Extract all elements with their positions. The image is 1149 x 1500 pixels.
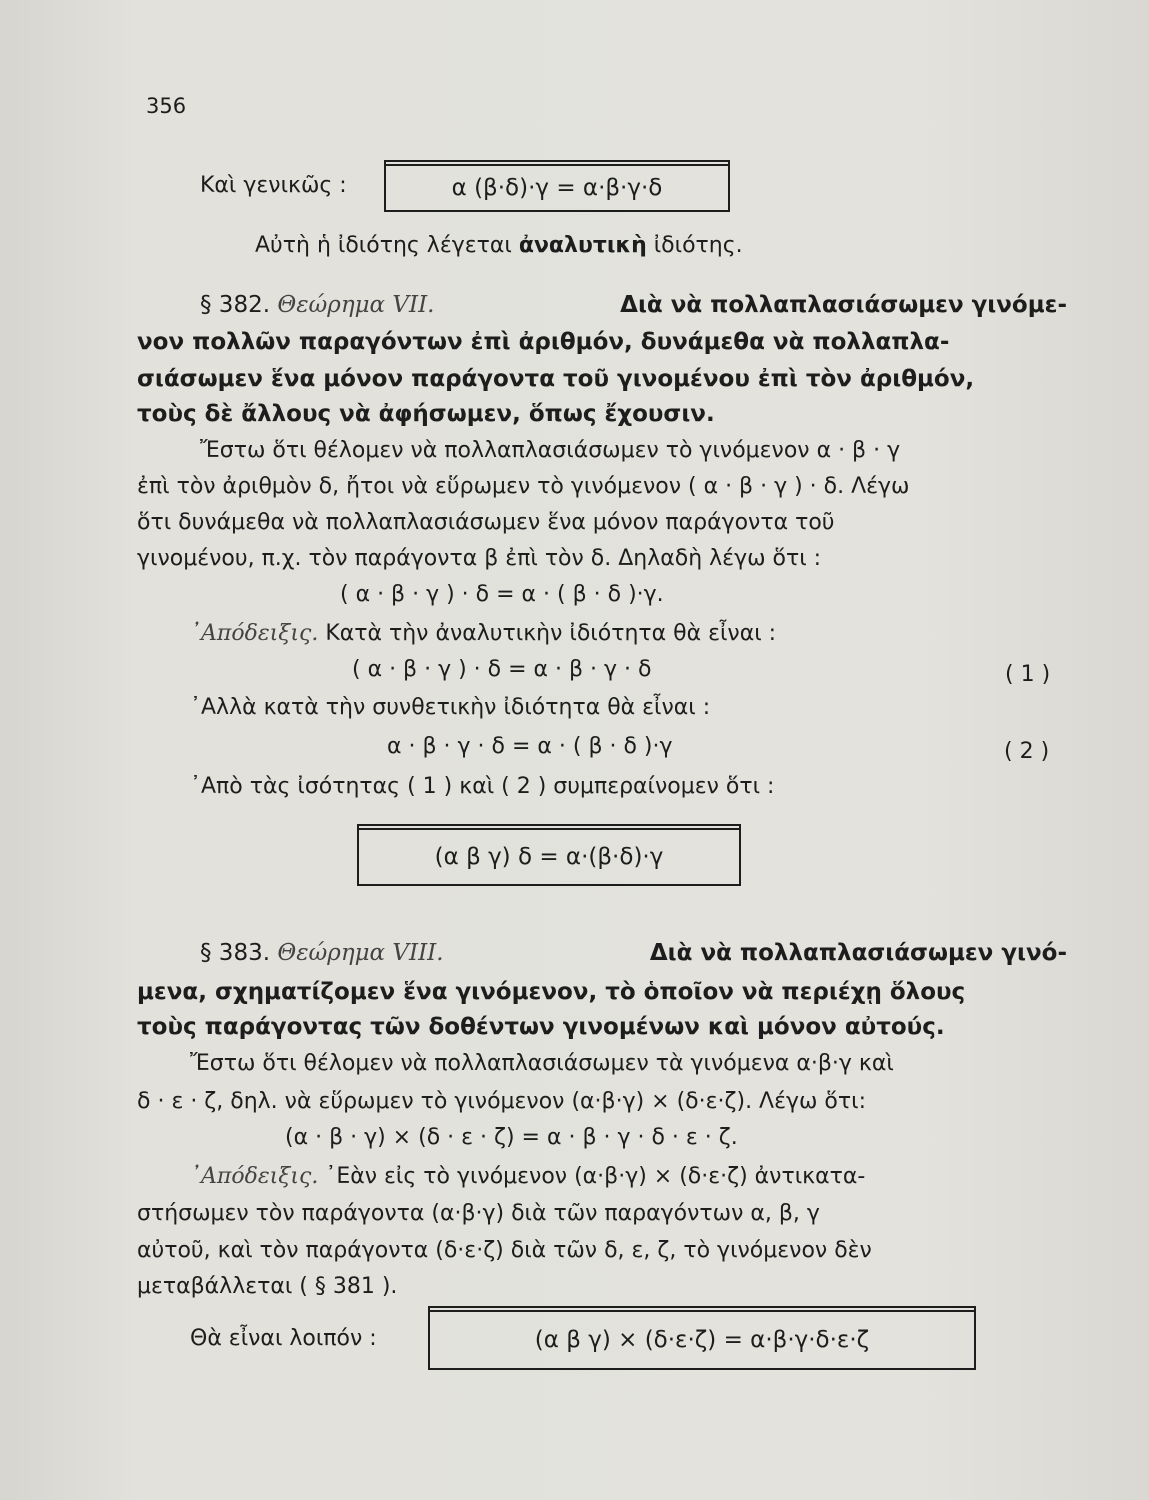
theorem-383-heading-2: μενα, σχηματίζομεν ἕνα γινόμενον, τὸ ὁποῖον νὰ περιέχῃ ὅλους (137, 979, 966, 1005)
theorem-383-line-2 (137, 977, 1067, 1007)
s383-para-2: δ · ε · ζ, δηλ. νὰ εὕρωμεν τὸ γινόμενον (α·β·γ) × (δ·ε·ζ). Λέγω ὅτι: (137, 1089, 866, 1114)
theorem-383-label: Θεώρημα VIII. (277, 940, 444, 966)
s382-para-4: γινομένου, π.χ. τὸν παράγοντα β ἐπὶ τὸν δ. Δηλαδὴ λέγω ὅτι : (137, 546, 822, 571)
theorem-382-heading-2: νον πολλῶν παραγόντων ἐπὶ ἀριθμόν, δυνάμεθα νὰ πολλαπλα- (137, 329, 950, 355)
s382-equation-0: ( α · β · γ ) · δ = α · ( β · δ )·γ. (340, 582, 664, 607)
theorem-382-line-1 (200, 290, 1067, 320)
s383-proof-text-4: μεταβάλλεται ( § 381 ). (137, 1274, 398, 1299)
s383-proof-text-2: στήσωμεν τὸν παράγοντα (α·β·γ) διὰ τῶν παραγόντων α, β, γ (137, 1201, 820, 1226)
formula-box-382: (α β γ) δ = α·(β·δ)·γ (357, 824, 741, 886)
theorem-382-line-2 (137, 327, 1067, 357)
s382-equation-2: α · β · γ · δ = α · ( β · δ )·γ (387, 734, 673, 759)
theorem-382-heading-1: Διὰ νὰ πολλαπλασιάσωμεν γινόμε- (620, 292, 1067, 318)
s383-equation: (α · β · γ) × (δ · ε · ζ) = α · β · γ · δ · ε · ζ. (285, 1125, 738, 1150)
s383-para-1: Ἔστω ὅτι θέλομεν νὰ πολλαπλασιάσωμεν τὰ γινόμενα α·β·γ καὶ (190, 1051, 894, 1076)
analytic-bold: ἀναλυτικὴ (518, 233, 647, 258)
analytic-property-line (255, 232, 743, 260)
theorem-382-label: Θεώρημα VII. (277, 292, 435, 318)
theorem-382-line-3 (137, 364, 1067, 394)
s382-para-2: ἐπὶ τὸν ἀριθμὸν δ, ἤτοι νὰ εὕρωμεν τὸ γινόμενον ( α · β · γ ) · δ. Λέγω (137, 474, 910, 499)
analytic-text: Αὐτὴ ἡ ἰδιότης λέγεται (255, 233, 512, 258)
s382-synthetic-line: ᾿Αλλὰ κατὰ τὴν συνθετικὴν ἰδιότητα θὰ εἶναι : (190, 695, 711, 720)
formula-box-general: α (β·δ)·γ = α·β·γ·δ (384, 160, 730, 212)
s383-proof-label: ᾿Απόδειξις. (190, 1164, 319, 1189)
section-383-number: § 383. (200, 940, 271, 966)
s382-conclusion-line: ᾿Απὸ τὰς ἰσότητας ( 1 ) καὶ ( 2 ) συμπεραίνομεν ὅτι : (190, 774, 775, 799)
theorem-383-heading-3: τοὺς παράγοντας τῶν δοθέντων γινομένων καὶ μόνον αὐτούς. (137, 1014, 945, 1040)
s382-equation-1-number: ( 1 ) (1005, 662, 1051, 687)
final-prefix: Θὰ εἶναι λοιπόν : (190, 1326, 377, 1351)
s382-equation-1: ( α · β · γ ) · δ = α · β · γ · δ (352, 657, 652, 682)
s383-proof-text-1: ᾿Εὰν εἰς τὸ γινόμενον (α·β·γ) × (δ·ε·ζ) ἀντικατα- (325, 1164, 866, 1189)
theorem-382-heading-4: τοὺς δὲ ἄλλους νὰ ἀφήσωμεν, ὅπως ἔχουσιν. (137, 401, 715, 427)
general-prefix: Καὶ γενικῶς : (200, 173, 347, 198)
theorem-382-heading-3: σιάσωμεν ἕνα μόνον παράγοντα τοῦ γινομένου ἐπὶ τὸν ἀριθμόν, (137, 366, 975, 392)
formula-box-383: (α β γ) × (δ·ε·ζ) = α·β·γ·δ·ε·ζ (428, 1306, 976, 1370)
s382-proof-label: ᾿Απόδειξις. (190, 621, 319, 646)
s383-proof-line-1 (190, 1163, 865, 1191)
theorem-383-line-3 (137, 1012, 1067, 1042)
s382-para-3: ὅτι δυνάμεθα νὰ πολλαπλασιάσωμεν ἕνα μόνον παράγοντα τοῦ (137, 510, 835, 535)
theorem-383-heading-1: Διὰ νὰ πολλαπλασιάσωμεν γινό- (649, 940, 1067, 966)
s382-proof-text: Κατὰ τὴν ἀναλυτικὴν ἰδιότητα θὰ εἶναι : (325, 621, 777, 646)
page-number: 356 (146, 94, 187, 118)
s382-equation-2-number: ( 2 ) (1004, 739, 1050, 764)
theorem-383-line-1 (200, 938, 1067, 968)
s382-para-1: Ἔστω ὅτι θέλομεν νὰ πολλαπλασιάσωμεν τὸ γινόμενον α · β · γ (200, 438, 901, 463)
s383-proof-text-3: αὐτοῦ, καὶ τὸν παράγοντα (δ·ε·ζ) διὰ τῶν δ, ε, ζ, τὸ γινόμενον δὲν (137, 1238, 872, 1263)
s382-proof-line (190, 620, 776, 648)
analytic-end: ἰδιότης. (653, 233, 743, 258)
section-382-number: § 382. (200, 292, 271, 318)
